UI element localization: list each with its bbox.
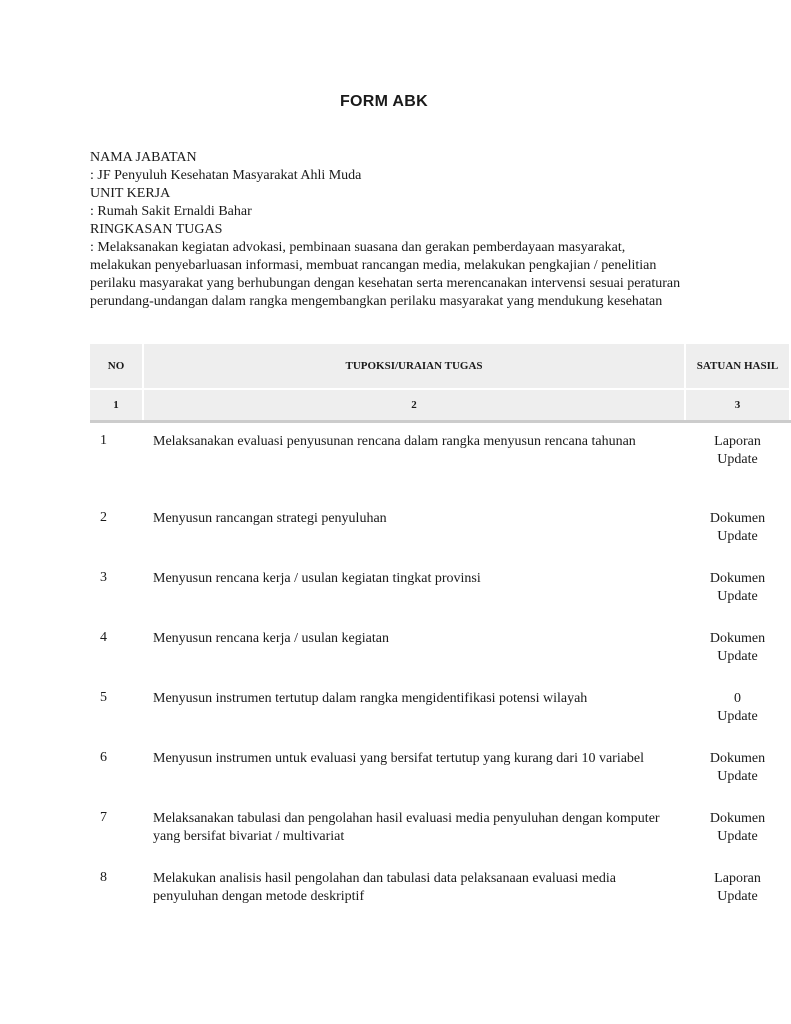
row-number: 5: [100, 690, 107, 705]
column-number-1: 1: [90, 389, 143, 422]
form-title: FORM ABK: [339, 93, 429, 110]
task-table: [90, 344, 791, 920]
table-row: [90, 740, 790, 800]
row-task: Menyusun rancangan strategi penyuluhan: [153, 511, 387, 526]
unit-status: Update: [717, 769, 758, 784]
column-number-2: 2: [143, 389, 685, 422]
nama-jabatan-label: NAMA JABATAN: [90, 150, 197, 165]
row-task: Melakukan analisis hasil pengolahan dan tabulasi data pelaksanaan evaluasi media penyuluhan dengan metode deskriptif: [153, 871, 617, 904]
header-tupoksi: TUPOKSI/URAIAN TUGAS: [143, 344, 685, 389]
row-number: 1: [100, 433, 107, 448]
unit-kerja-value: : Rumah Sakit Ernaldi Bahar: [90, 204, 252, 219]
unit-status: Update: [717, 529, 758, 544]
row-unit: [685, 860, 790, 920]
unit-type: Dokumen: [709, 751, 766, 766]
unit-status: Update: [717, 829, 758, 844]
row-unit: [685, 620, 790, 680]
unit-type: 0: [734, 691, 741, 706]
unit-type: Laporan: [714, 434, 761, 449]
table-row: [90, 422, 790, 501]
row-unit: [685, 422, 790, 501]
row-task: Menyusun rencana kerja / usulan kegiatan tingkat provinsi: [153, 571, 481, 586]
unit-type: Dokumen: [709, 631, 766, 646]
unit-status: Update: [717, 452, 758, 467]
table-header-row: [90, 344, 790, 389]
column-number-3: 3: [685, 389, 790, 422]
unit-status: Update: [717, 649, 758, 664]
unit-type: Dokumen: [709, 571, 766, 586]
table-row: [90, 620, 790, 680]
row-task: Menyusun instrumen tertutup dalam rangka mengidentifikasi potensi wilayah: [153, 691, 588, 706]
row-number: 7: [100, 810, 107, 825]
row-task: Menyusun rencana kerja / usulan kegiatan: [153, 631, 389, 646]
table-row: [90, 500, 790, 560]
row-task: Menyusun instrumen untuk evaluasi yang bersifat tertutup yang kurang dari 10 variabel: [153, 751, 645, 766]
table-row: [90, 560, 790, 620]
unit-type: Laporan: [714, 871, 761, 886]
row-unit: [685, 680, 790, 740]
row-number: 3: [100, 570, 107, 585]
row-unit: [685, 500, 790, 560]
nama-jabatan-value: : JF Penyuluh Kesehatan Masyarakat Ahli Muda: [90, 168, 362, 183]
header-no: NO: [90, 344, 143, 389]
table-row: [90, 800, 790, 860]
row-task: Melaksanakan tabulasi dan pengolahan hasil evaluasi media penyuluhan dengan komputer yang bersifat bivariat / multivariat: [153, 811, 660, 844]
unit-type: Dokumen: [709, 511, 766, 526]
row-number: 2: [100, 510, 107, 525]
job-info: [90, 149, 690, 311]
unit-status: Update: [717, 589, 758, 604]
unit-status: Update: [717, 709, 758, 724]
table-row: [90, 680, 790, 740]
row-unit: [685, 800, 790, 860]
row-task: Melaksanakan evaluasi penyusunan rencana dalam rangka menyusun rencana tahunan: [153, 434, 636, 449]
table-row: [90, 860, 790, 920]
row-number: 8: [100, 870, 107, 885]
ringkasan-tugas-label: RINGKASAN TUGAS: [90, 222, 223, 237]
row-number: 6: [100, 750, 107, 765]
table-column-number-row: [90, 389, 790, 422]
row-number: 4: [100, 630, 107, 645]
unit-type: Dokumen: [709, 811, 766, 826]
row-unit: [685, 560, 790, 620]
ringkasan-tugas-value: : Melaksanakan kegiatan advokasi, pembinaan suasana dan gerakan pemberdayaan masyarakat, melakukan penyebarluasan informasi, membuat rancangan media, melakukan pengkajian / penelitian perilaku masyarakat yang berhubungan dengan kesehatan serta merencanakan intervensi sesuai peraturan perundang-undangan dalam rangka mengembangkan perilaku masyarakat yang mendukung kesehatan: [90, 240, 681, 309]
header-satuan-hasil: SATUAN HASIL: [685, 344, 790, 389]
unit-kerja-label: UNIT KERJA: [90, 186, 171, 201]
unit-status: Update: [717, 889, 758, 904]
row-unit: [685, 740, 790, 800]
